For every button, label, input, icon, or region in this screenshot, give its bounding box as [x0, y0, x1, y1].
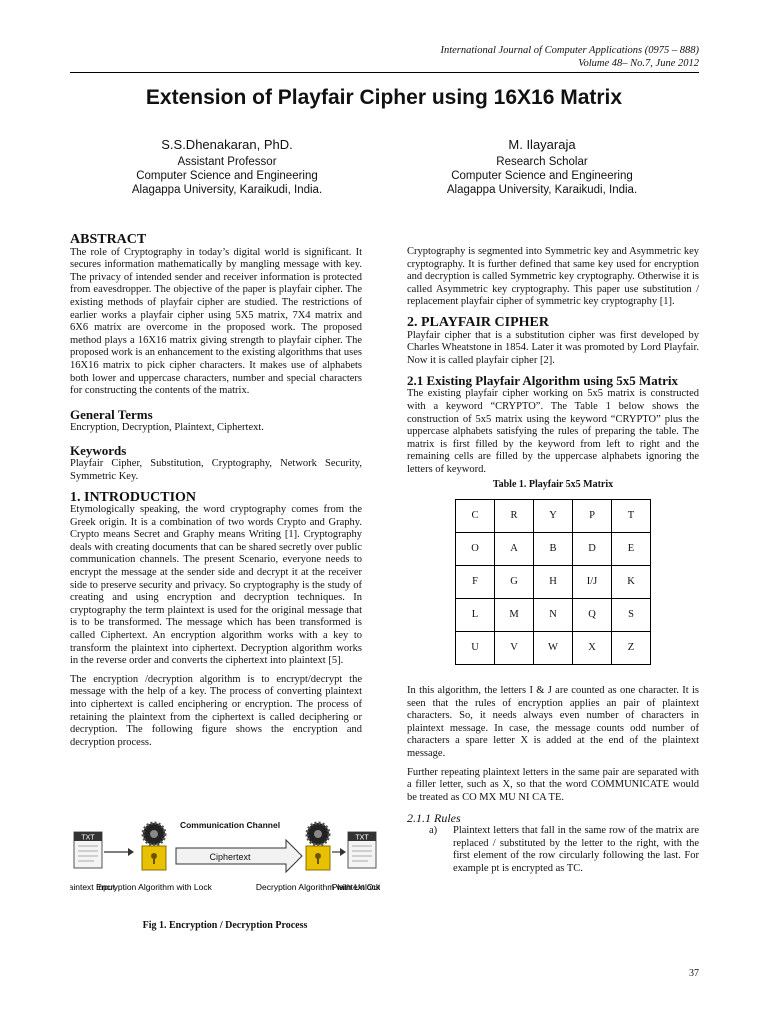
channel-arrow: [176, 820, 302, 872]
playfair-matrix-table: [455, 499, 651, 665]
playfair-paragraph: Playfair cipher that is a substitution cipher was first developed by Charles Wheatstone in 1854. Later it was promoted by Lord Playfair. Now it is called playfair cipher [2].: [407, 329, 699, 366]
plaintext-output-label: Plaintext Out: [331, 882, 380, 892]
table-cell: T: [612, 500, 651, 533]
table-cell: M: [495, 599, 534, 632]
table-cell: Z: [612, 632, 651, 665]
table-cell: R: [495, 500, 534, 533]
plaintext-input-label: aintext Input: [70, 882, 115, 892]
table-row: [456, 533, 651, 566]
table-cell: A: [495, 533, 534, 566]
table-cell: D: [573, 533, 612, 566]
table-caption: Table 1. Playfair 5x5 Matrix: [492, 478, 614, 490]
table-cell: N: [534, 599, 573, 632]
table-cell: W: [534, 632, 573, 665]
table-row: [456, 500, 651, 533]
document-icon: [348, 832, 376, 868]
rule-marker: a): [429, 825, 438, 837]
table-cell: G: [495, 566, 534, 599]
table-cell: V: [495, 632, 534, 665]
table-cell: U: [456, 632, 495, 665]
lock-icon: [142, 823, 166, 870]
svg-text:Ciphertext: Ciphertext: [209, 852, 251, 862]
table-row: [456, 599, 651, 632]
paper-title: Extension of Playfair Cipher using 16X16 Matrix: [145, 86, 623, 109]
table-wrapper: [407, 499, 699, 665]
figure-diagram: [70, 818, 380, 916]
unlock-icon: [306, 823, 330, 870]
keywords-text: Playfair Cipher, Substitution, Cryptography, Network Security, Symmetric Key.: [70, 458, 362, 482]
author-name: S.S.Dhenakaran, PhD.: [161, 137, 293, 152]
encryption-label: Encryption Algorithm with Lock: [96, 882, 212, 892]
intro-paragraph-2: The encryption /decryption algorithm is to encrypt/decrypt the message with the help of a key. The process of converting plaintext into ciphertext is called enciphering or encryption. The process of retaining the plaintext from the ciphertext is called deciphering or decryption. The following figure shows the encryption and decryption process.: [70, 673, 362, 748]
svg-text:Communication Channel: Communication Channel: [179, 820, 281, 830]
table-cell: X: [573, 632, 612, 665]
journal-volume: Volume 48– No.7, June 2012: [578, 58, 699, 69]
table-cell: L: [456, 599, 495, 632]
table-cell: Q: [573, 599, 612, 632]
figure-caption: Fig 1. Encryption / Decryption Process: [142, 920, 308, 931]
author-name: M. Ilayaraja: [508, 137, 576, 152]
document-icon: [74, 832, 102, 868]
decryption-label: Decryption Algorithm with Unlock: [255, 882, 380, 892]
author-1: [77, 138, 377, 197]
keywords-heading: Keywords: [70, 443, 127, 459]
abstract-text: The role of Cryptography in today’s digital world is significant. It secures information mathematically by mangling message with key. The privacy of intended sender and receiver information is protected from eavesdropper. The objective of the paper is playfair cipher. The existing methods of playfair cipher are studied. The restrictions of earlier works a playfair cipher using 5X5 matrix, 7X4 matrix and 6X6 matrix are overcome in the proposed work. The proposed method plays a 16X16 matrix giving strength to playfair cipher. The proposed work is an enhancement to the existing algorithms that uses 16X16 matrix to pick cipher characters. It makes use of alphabets both lower and uppercase characters, number and special characters for constructing the contents of the matrix.: [70, 246, 362, 397]
arrow-head: [340, 848, 346, 856]
arrow-head: [128, 848, 134, 856]
table-cell: S: [612, 599, 651, 632]
table-cell: Y: [534, 500, 573, 533]
right-column: [407, 246, 699, 875]
table-cell: B: [534, 533, 573, 566]
existing-algorithm-heading: 2.1 Existing Playfair Algorithm using 5x5 Matrix: [407, 373, 678, 389]
crypto-segment-paragraph: Cryptography is segmented into Symmetric key and Asymmetric key cryptography. It is further defined that same key used for encryption and decryption is called Symmetric key cryptography. Otherwise it is called Asymmetric key cryptography. This paper use substitution / replacement playfair cipher of symmetric key cryptography [1].: [407, 246, 699, 308]
general-terms-heading: General Terms: [70, 406, 153, 422]
rule-item: [407, 825, 699, 875]
table-cell: H: [534, 566, 573, 599]
existing-algorithm-paragraph: The existing playfair cipher working on 5x5 matrix is constructed with a keyword “CRYPTO”. The Table 1 below shows the construction of 5x5 matrix using the keyword “CRYPTO” plus the uppercase alphabets satisfying the rules of preparing the table. The matrix is first filled by the keyword from left to right and the remaining cells are filled by the uppercase alphabets ignoring the letters of keyword.: [407, 388, 699, 475]
table-cell: K: [612, 566, 651, 599]
table-cell: C: [456, 500, 495, 533]
playfair-heading: 2. PLAYFAIR CIPHER: [407, 314, 549, 330]
rules-heading: 2.1.1 Rules: [407, 811, 461, 826]
author-role: Research Scholar: [496, 156, 588, 168]
header-rule: [70, 72, 699, 73]
table-cell: O: [456, 533, 495, 566]
svg-text:TXT: TXT: [81, 834, 95, 842]
table-cell: I/J: [573, 566, 612, 599]
journal-header: [440, 44, 699, 70]
author-2: [392, 138, 692, 197]
table-cell: E: [612, 533, 651, 566]
journal-name: International Journal of Computer Applications (0975 – 888): [440, 45, 699, 56]
table-row: [456, 632, 651, 665]
repeat-letters-paragraph: Further repeating plaintext letters in the same pair are separated with a filler letter, such as X, so that the word COMMUNICATE would be treated as CO MX MU NI CA TE.: [407, 766, 699, 803]
author-univ: Alagappa University, Karaikudi, India.: [131, 184, 323, 196]
table-row: [456, 566, 651, 599]
algorithm-paragraph: In this algorithm, the letters I & J are counted as one character. It is seen that the rules of encryption applies an pair of plaintext characters. So, it needs always even number of characters in plaintext message. In case, the message counts odd number of characters a spare letter X is added at the end of the plaintext message.: [407, 685, 699, 760]
author-role: Assistant Professor: [177, 156, 277, 168]
author-dept: Computer Science and Engineering: [136, 170, 318, 182]
introduction-heading: 1. INTRODUCTION: [70, 489, 197, 505]
author-univ: Alagappa University, Karaikudi, India.: [446, 184, 638, 196]
left-column: [70, 234, 362, 749]
page-number: 37: [689, 968, 699, 979]
svg-text:TXT: TXT: [355, 834, 369, 842]
author-dept: Computer Science and Engineering: [451, 170, 633, 182]
abstract-heading: ABSTRACT: [70, 232, 147, 247]
table-cell: F: [456, 566, 495, 599]
figure-encryption-process: [70, 818, 380, 916]
rule-text: Plaintext letters that fall in the same row of the matrix are replaced / substituted by the letter to the right, with the first element of the row circularly following the last. For example pt is encrypted as TC.: [453, 825, 699, 874]
general-terms-text: Encryption, Decryption, Plaintext, Ciphertext.: [70, 421, 264, 433]
table-cell: P: [573, 500, 612, 533]
intro-paragraph-1: Etymologically speaking, the word cryptography comes from the Greek origin. It is a combination of two words Crypto and Graphy. Crypto means Secret and Graphy means Writing [1]. Cryptography deals with creating documents that can be shared secretly over public communication channels. The present Scenario, everyone needs to encrypt the message at the sender side and decrypt it at the receiver side to preserve security and privacy. So cryptography is the study of creating and using encryption and decryption techniques. In cryptography the term plaintext is used for the original message that is to be transformed. The message which has been transformed is called Ciphertext. An encryption algorithm works with a key to transform the plaintext into ciphertext. Decryption algorithm works in the reverse order and converts the ciphertext into plaintext [5].: [70, 504, 362, 667]
